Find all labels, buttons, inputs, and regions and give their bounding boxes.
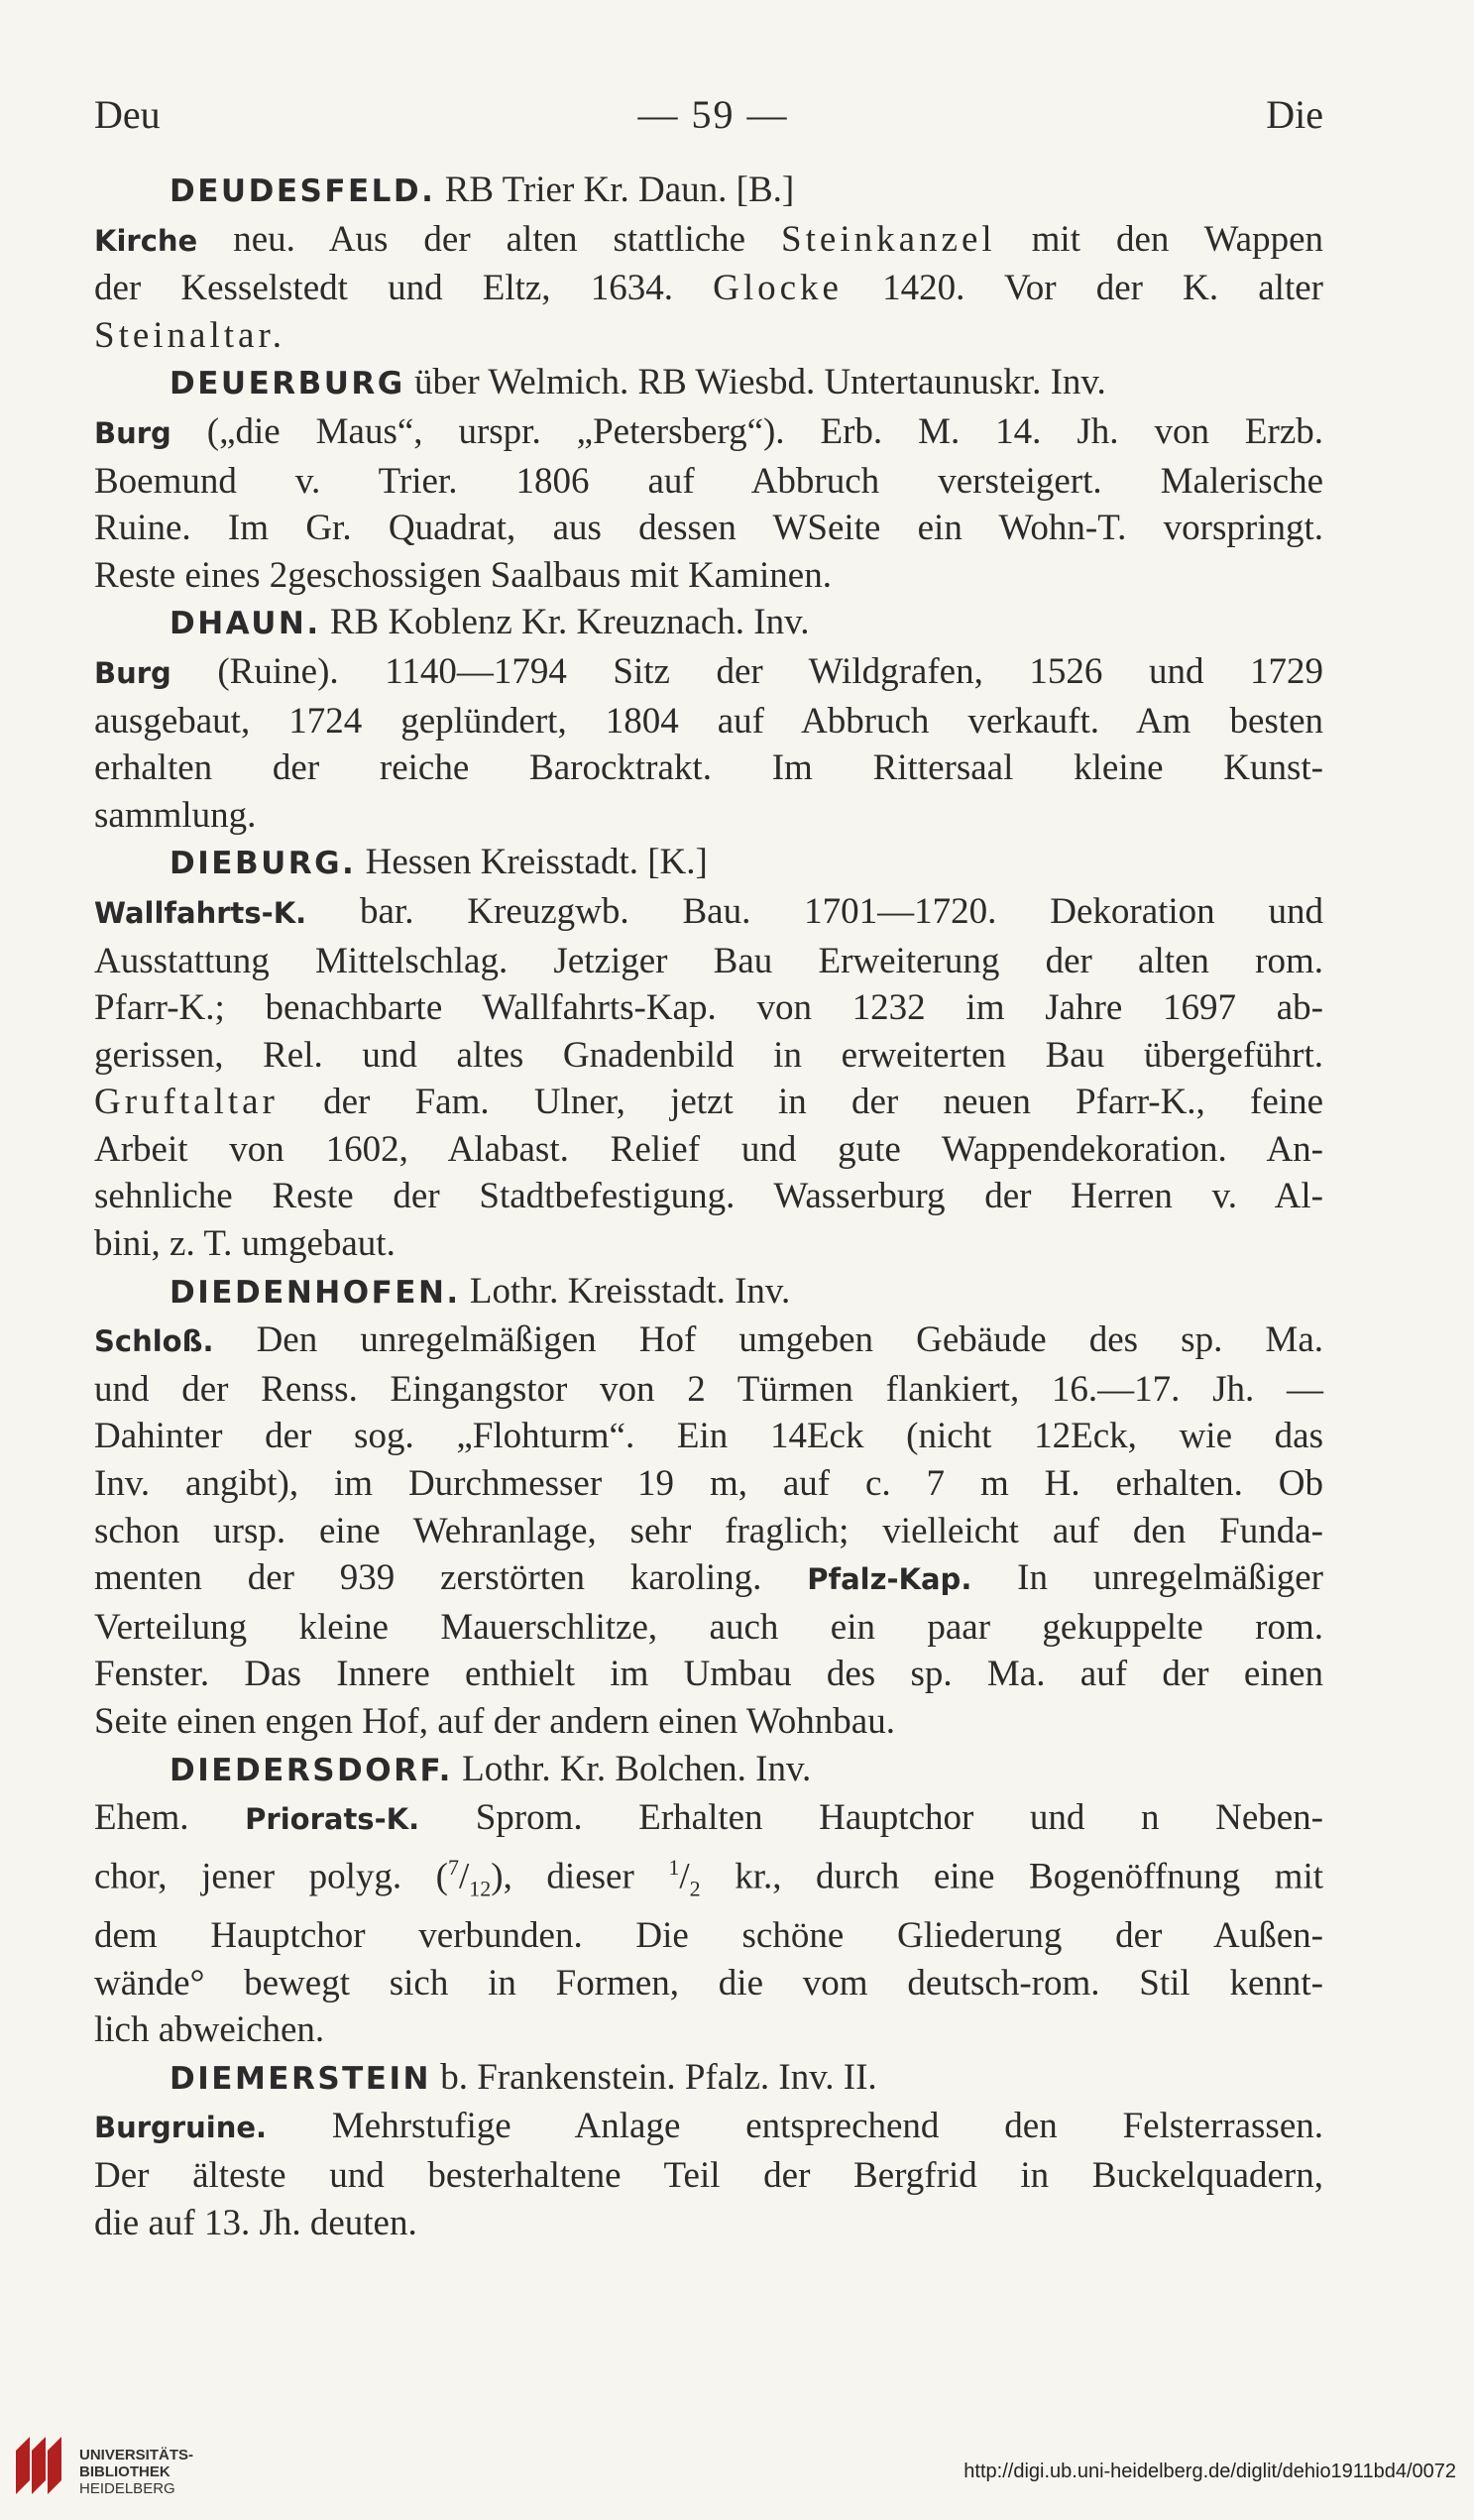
- header-right-keyword: Die: [1266, 92, 1323, 137]
- text-run: (Ruine). 1140—1794 Sitz der Wildgrafen, 1526 und 1729: [170, 650, 1323, 692]
- text-line: [94, 408, 1323, 458]
- spaced-term: Steinaltar.: [94, 314, 285, 356]
- entry-title-line: [94, 167, 1323, 216]
- text-line: Ausstattung Mittelschlag. Jetziger Bau Erweiterung der alten rom.: [94, 940, 1323, 981]
- text-run: RB Koblenz Kr. Kreuznach. Inv.: [320, 602, 810, 643]
- text-line: lich abweichen.: [94, 2009, 325, 2051]
- text-line: erhalten der reiche Barocktrakt. Im Rittersaal kleine Kunst-: [94, 747, 1323, 789]
- text-run: Lothr. Kreisstadt. Inv.: [460, 1270, 791, 1312]
- text-line: Fenster. Das Innere enthielt im Umbau des sp. Ma. auf der einen: [94, 1654, 1323, 1695]
- text-line: Inv. angibt), im Durchmesser 19 m, auf c. 7 m H. erhalten. Ob: [94, 1463, 1323, 1505]
- text-run: In unregelmäßiger: [971, 1557, 1323, 1599]
- text-line: [94, 312, 1323, 360]
- text-run: Mehrstufige Anlage entsprechend den Felsterrassen.: [267, 2106, 1323, 2147]
- fraction-numerator: 1: [668, 1854, 680, 1880]
- text-run: menten der 939 zerstörten karoling.: [94, 1557, 808, 1599]
- library-name: [79, 2447, 193, 2497]
- subject-term: Wallfahrts-K.: [94, 895, 307, 930]
- text-run: („die Maus“, urspr. „Petersberg“). Erb. M. 14. Jh. von Erzb.: [170, 410, 1323, 452]
- page-number: — 59 —: [637, 92, 789, 137]
- entry-heading: DIEMERSTEIN: [170, 2060, 431, 2097]
- text-line: Der älteste und besterhaltene Teil der Bergfrid in Buckelquadern,: [94, 2155, 1323, 2197]
- text-line: wände° bewegt sich in Formen, die vom deutsch-rom. Stil kennt-: [94, 1962, 1323, 2004]
- subject-term: Burg: [94, 655, 171, 690]
- text-line: chor, jener polyg. $(^7/_{12})$, dieser $^1/_2$ kr., durch eine Bogenöffnung mit: [94, 1854, 1324, 1901]
- text-line: Dahinter der sog. „Flohturm“. Ein 14Eck (nicht 12Eck, wie das: [94, 1416, 1323, 1457]
- text-line: [94, 1079, 1323, 1126]
- text-run: Hessen Kreisstadt. [K.]: [356, 842, 708, 883]
- library-name-line2: BIBLIOTHEK: [79, 2463, 170, 2480]
- text-line: [94, 1794, 1323, 1844]
- subject-term: Burgruine.: [94, 2111, 268, 2145]
- text-run: neu. Aus der alten stattliche: [197, 218, 782, 260]
- source-url-link[interactable]: http://digi.ub.uni-heidelberg.de/diglit/dehio1911bd4/0072: [964, 2461, 1456, 2482]
- entry-diemerstein: [94, 2054, 1323, 2246]
- subject-term: Priorats-K.: [245, 1802, 420, 1837]
- entry-title-line: [94, 359, 1323, 408]
- text-line: dem Hauptchor verbunden. Die schöne Gliederung der Außen-: [94, 1915, 1323, 1957]
- text-line: [94, 1317, 1323, 1366]
- entry-title-line: [94, 1746, 1323, 1795]
- entry-heading: DIEDERSDORF.: [170, 1752, 453, 1788]
- text-run: der Kesselstedt und Eltz, 1634.: [94, 268, 714, 309]
- text-line: Verteilung kleine Mauerschlitze, auch ein paar gekuppelte rom.: [94, 1606, 1323, 1648]
- text-line: bini, z. T. umgebaut.: [94, 1223, 396, 1265]
- text-line: schon ursp. eine Wehranlage, sehr fraglich; vielleicht auf den Funda-: [94, 1510, 1323, 1551]
- text-run: b. Frankenstein. Pfalz. Inv. II.: [430, 2056, 877, 2098]
- entry-heading: DIEBURG.: [170, 846, 357, 882]
- spaced-term: Glocke: [713, 268, 843, 309]
- entry-dhaun: [94, 599, 1323, 839]
- text-run: Ehem.: [94, 1797, 246, 1839]
- library-name-line1: UNIVERSITÄTS-: [79, 2447, 194, 2463]
- text-run: Sprom. Erhalten Hauptchor und n Neben-: [419, 1797, 1323, 1839]
- text-run: 1420. Vor der K. alter: [842, 268, 1323, 309]
- library-footer: [0, 2419, 1474, 2520]
- text-line: die auf 13. Jh. deuten.: [94, 2202, 417, 2243]
- text-run: chor, jener polyg. (: [94, 1856, 449, 1897]
- text-line: Reste eines 2geschossigen Saalbaus mit Kaminen.: [94, 554, 832, 596]
- spaced-term: Gruftaltar: [94, 1082, 279, 1123]
- text-run: kr., durch eine Bogenöffnung mit: [700, 1856, 1324, 1897]
- entry-title-line: [94, 1268, 1323, 1317]
- entry-dieburg: [94, 839, 1323, 1267]
- text-line: [94, 648, 1323, 698]
- text-line: Ruine. Im Gr. Quadrat, aus dessen WSeite ein Wohn-T. vorspringt.: [94, 508, 1323, 549]
- text-line: [94, 2103, 1323, 2152]
- text-line: gerissen, Rel. und altes Gnadenbild in erweiterten Bau übergeführt.: [94, 1034, 1323, 1076]
- entry-heading: DEUERBURG: [170, 366, 405, 402]
- entry-heading: DEUDESFELD.: [170, 173, 436, 209]
- entry-heading: DIEDENHOFEN.: [170, 1274, 461, 1311]
- text-run: bar. Kreuzgwb. Bau. 1701—1720. Dekoration und: [306, 890, 1323, 932]
- text-run: Lothr. Kr. Bolchen. Inv.: [452, 1748, 812, 1789]
- text-run: der Fam. Ulner, jetzt in der neuen Pfarr-K., feine: [278, 1082, 1323, 1123]
- entry-deudesfeld: [94, 167, 1323, 359]
- fraction-denominator: 2: [689, 1876, 701, 1901]
- subject-term: Schloß.: [94, 1324, 214, 1359]
- text-line: sehnliche Reste der Stadtbefestigung. Wasserburg der Herren v. Al-: [94, 1176, 1323, 1217]
- entry-deuerburg: [94, 359, 1323, 599]
- entry-diedersdorf: [94, 1746, 1323, 2054]
- text-line: sammlung.: [94, 794, 257, 836]
- text-run: über Welmich. RB Wiesbd. Untertaunuskr. Inv.: [404, 362, 1106, 403]
- fraction-denominator: 12: [469, 1876, 492, 1901]
- entry-title-line: [94, 599, 1323, 648]
- text-line: und der Renss. Eingangstor von 2 Türmen flankiert, 16.—17. Jh. —: [94, 1368, 1323, 1410]
- subject-term: Burg: [94, 415, 171, 450]
- text-line: [94, 265, 1323, 312]
- entry-title-line: [94, 2054, 1323, 2104]
- running-header: [94, 91, 1323, 138]
- text-line: [94, 216, 1323, 266]
- text-line: Arbeit von 1602, Alabast. Relief und gute Wappendekoration. An-: [94, 1128, 1323, 1170]
- text-line: ausgebaut, 1724 geplündert, 1804 auf Abbruch verkauft. Am besten: [94, 700, 1323, 742]
- library-name-line3: HEIDELBERG: [79, 2480, 175, 2497]
- subject-term: Kirche: [94, 223, 198, 258]
- entry-diedenhofen: [94, 1268, 1323, 1746]
- header-left-keyword: Deu: [94, 92, 161, 137]
- page-body: [94, 167, 1323, 2246]
- text-run: Den unregelmäßigen Hof umgeben Gebäude des sp. Ma.: [213, 1319, 1323, 1361]
- text-line: Pfarr-K.; benachbarte Wallfahrts-Kap. von 1232 im Jahre 1697 ab-: [94, 987, 1323, 1029]
- fraction-numerator: 7: [448, 1854, 460, 1880]
- library-logo-icon: [12, 2429, 65, 2498]
- text-line: [94, 1554, 1323, 1604]
- spaced-term: Steinkanzel: [781, 218, 996, 260]
- text-line: Boemund v. Trier. 1806 auf Abbruch versteigert. Malerische: [94, 460, 1323, 502]
- text-line: Seite einen engen Hof, auf der andern einen Wohnbau.: [94, 1701, 895, 1742]
- text-run: RB Trier Kr. Daun. [B.]: [435, 170, 795, 210]
- text-run: ), dieser: [491, 1856, 669, 1897]
- entry-heading: DHAUN.: [170, 606, 321, 642]
- subject-term: Pfalz-Kap.: [807, 1562, 972, 1597]
- text-line: [94, 888, 1323, 938]
- entry-title-line: [94, 839, 1323, 888]
- text-run: mit den Wappen: [995, 218, 1323, 260]
